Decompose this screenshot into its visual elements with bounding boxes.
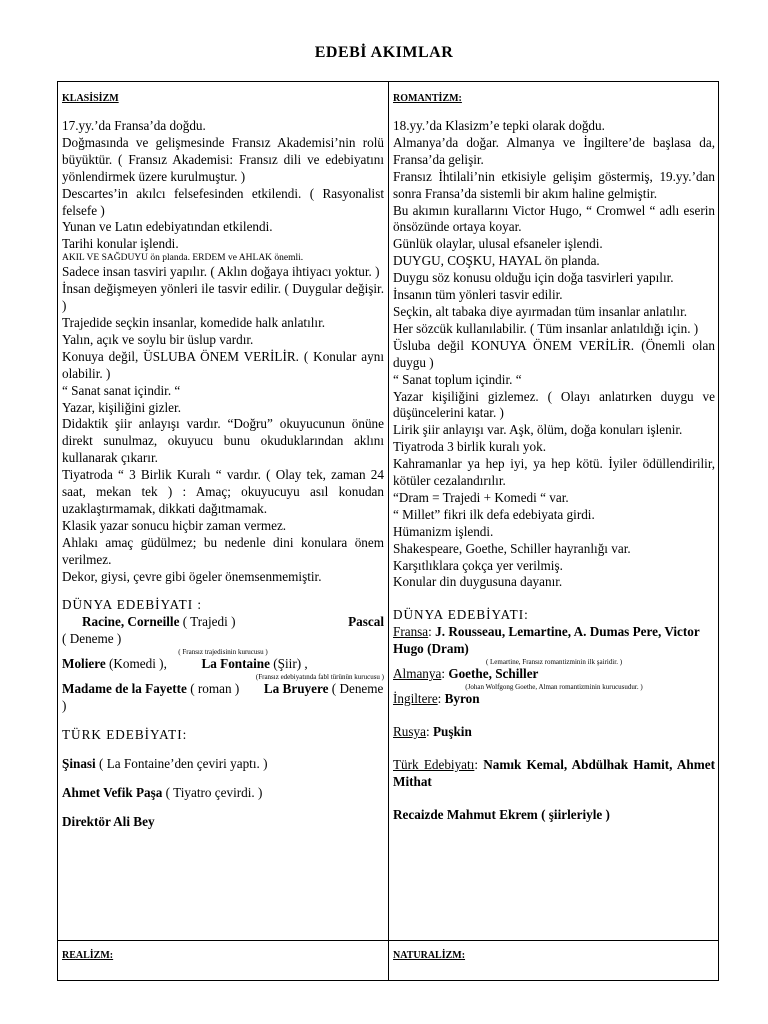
lafontaine-name: La Fontaine: [201, 656, 270, 672]
moliere-line: [62, 656, 384, 673]
klasisizm-item: Tarihi konular işlendi.: [62, 236, 179, 252]
romantizm-item: Seçkin, alt tabaka diye ayırmadan tüm insanlar anlatılır.: [393, 303, 688, 319]
romantizm-item: Bu akımın kurallarını Victor Hugo, “ Cromwel “ adlı eserin önsözünde ortaya koyar.: [393, 202, 715, 235]
bruyere-name: La Bruyere: [263, 681, 329, 697]
rusya-line: Rusya: Puşkin: [393, 723, 472, 739]
vefik-line: [62, 785, 384, 802]
moliere-name: Moliere: [62, 656, 106, 672]
romantizm-item: “Dram = Trajedi + Komedi “ var.: [393, 489, 569, 505]
romantizm-dunya-heading: DÜNYA EDEBİYATI:: [393, 607, 529, 623]
klasisizm-dunya-heading: DÜNYA EDEBİYATI :: [62, 597, 203, 613]
romantizm-item: Duygu söz konusu olduğu için doğa tasvirleri yapılır.: [393, 270, 674, 286]
fransa-label: Fransa: [393, 624, 429, 640]
vefik-name: Ahmet Vefik Paşa: [62, 784, 163, 800]
turk-label: Türk Edebiyatı: [393, 756, 475, 772]
klasisizm-item: Yunan ve Latın edebiyatından etkilendi.: [62, 219, 273, 235]
romantizm-item: Almanya’da doğar. Almanya ve İngiltere’de başlasa da, Fransa’da gelişir.: [393, 134, 715, 167]
romantizm-item: Günlük olaylar, ulusal efsaneler işlendi.: [393, 236, 603, 252]
klasisizm-item: Didaktik şiir anlayışı vardır. “Doğru” okuyucunun önüne direkt sunulmaz, okuyucu bunu okuduklarından aklını kullanarak çıkarır.: [62, 416, 384, 466]
klasisizm-column: [58, 82, 388, 831]
romantizm-column: [389, 82, 719, 824]
roman-genre: ( roman ): [190, 681, 240, 697]
racine-note: ( Fransız trajedisinin kurucusu ): [178, 648, 268, 657]
realizm-heading: REALİZM:: [62, 950, 114, 961]
klasisizm-item: Dekor, giysi, çevre gibi ögeler önemsenmemiştir.: [62, 568, 322, 584]
row-divider: [58, 940, 718, 941]
romantizm-item: “ Millet” fikri ilk defa edebiyata girdi.: [393, 506, 595, 522]
lafayette-line: [62, 681, 384, 715]
klasisizm-item: 17.yy.’da Fransa’da doğdu.: [62, 118, 206, 133]
trajedi-genre: ( Trajedi ): [182, 614, 236, 630]
almanya-line: Almanya: Goethe, Schiller: [393, 666, 539, 682]
ingiltere-line: İngiltere: Byron: [393, 691, 480, 706]
klasisizm-item: Sadece insan tasviri yapılır. ( Aklın doğaya ihtiyacı yoktur. ): [62, 264, 380, 280]
klasisizm-item: Trajedide seçkin insanlar, komedide halk anlatılır.: [62, 314, 326, 330]
klasisizm-item: Klasik yazar sonucu hiçbir zaman vermez.: [62, 517, 287, 533]
romantizm-item: DUYGU, COŞKU, HAYAL ön planda.: [393, 253, 600, 269]
almanya-names: Goethe, Schiller: [448, 666, 539, 682]
romantizm-item: Yazar kişiliğini gizlemez. ( Olayı anlatırken duygu ve düşüncelerini katar. ): [393, 388, 715, 421]
page-title: EDEBİ AKIMLAR: [314, 44, 454, 61]
klasisizm-item: Tiyatroda “ 3 Birlik Kuralı “ vardır. ( Olay tek, zaman 24 saat, mekan tek ) : Amaç; okuyucuyu asıl konudan uzaklaştırmamak, dikkati dağıtmamak.: [62, 467, 384, 516]
fransa-line: Fransa: J. Rousseau, Lemartine, A. Dumas Pere, Victor Hugo (Dram): [393, 624, 700, 657]
ingiltere-label: İngiltere: [393, 691, 438, 706]
deneme-genre: ( Deneme ): [62, 631, 122, 647]
fransa-names: J. Rousseau, Lemartine, A. Dumas Pere, Victor Hugo (Dram): [393, 624, 700, 657]
racine-line: [62, 614, 384, 631]
klasisizm-item: Doğmasında ve gelişmesinde Fransız Akademisi’nin rolü büyüktür. ( Fransız Akademisi: Fransız dili ve edebiyatını yönlendirmek üzere kurulmuştur. ): [62, 134, 384, 184]
klasisizm-item-small: AKIL VE SAĞDUYU ön planda. ERDEM ve AHLAK önemli.: [62, 253, 304, 264]
komedi-genre: (Komedi ),: [109, 656, 167, 672]
racine-names: Racine, Corneille: [82, 614, 180, 630]
klasisizm-item: Yalın, açık ve soylu bir üslup vardır.: [62, 331, 254, 347]
klasisizm-item: Yazar, kişiliğini gizler.: [62, 399, 182, 415]
rusya-names: Puşkin: [432, 723, 472, 739]
romantizm-item: Fransız İhtilali’nin etkisiyle gelişim göstermiş, 19.yy.’dan sonra Fransa’da sistemli bir akım haline gelmiştir.: [393, 168, 715, 201]
klasisizm-item: “ Sanat sanat içindir. “: [62, 382, 181, 398]
rusya-label: Rusya: [393, 723, 426, 739]
siir-genre: (Şiir) ,: [273, 656, 308, 672]
sinasi-line: [62, 756, 384, 773]
klasisizm-item: Descartes’in akılcı felsefesinden etkilendi. ( Rasyonalist felsefe ): [62, 185, 384, 218]
goethe-note: (Johan Wolfgong Goethe, Alman romantizminin kurucusudur. ): [465, 683, 643, 691]
recaizade-name: Recaizde Mahmut Ekrem ( şiirleriyle ): [393, 806, 610, 822]
romantizm-item: Tiyatroda 3 birlik kuralı yok.: [393, 439, 546, 455]
romantizm-item: Üsluba değil KONUYA ÖNEM VERİLİR. (Önemli olan duygu ): [393, 337, 715, 370]
romantizm-item: Lirik şiir anlayışı var. Aşk, ölüm, doğa konuları işlenir.: [393, 422, 683, 438]
lafontaine-note: (Fransız edebiyatında fabl türünün kurucusu ): [255, 673, 384, 682]
naturalizm-heading: NATURALİZM:: [393, 950, 466, 961]
romantizm-item: Her sözcük kullanılabilir. ( Tüm insanlar anlatıldığı için. ): [393, 320, 699, 336]
romantizm-item: “ Sanat toplum içindir. “: [393, 371, 522, 387]
almanya-label: Almanya: [393, 666, 442, 682]
romantizm-item: Konular din duygusuna dayanır.: [393, 574, 563, 590]
romantizm-item: Karşıtlıklara çokça yer verilmiş.: [393, 557, 563, 573]
lamartine-note: ( Lemartine, Fransız romantizminin ilk şairidir. ): [485, 658, 623, 667]
sinasi-note: ( La Fontaine’den çeviri yaptı. ): [99, 755, 268, 771]
romantizm-item: Hümanizm işlendi.: [393, 523, 494, 539]
romantizm-item: Shakespeare, Goethe, Schiller hayranlığı var.: [393, 540, 631, 556]
ingiltere-names: Byron: [444, 691, 480, 706]
literary-movements-table: [57, 81, 719, 981]
klasisizm-heading: KLASİSİZM: [62, 93, 119, 104]
pascal-name: Pascal: [348, 614, 384, 630]
klasisizm-turk-heading: TÜRK EDEBİYATI:: [62, 726, 188, 742]
romantizm-item: 18.yy.’da Klasizm’e tepki olarak doğdu.: [393, 118, 605, 133]
vefik-note: ( Tiyatro çevirdi. ): [165, 784, 263, 800]
sinasi-name: Şinasi: [62, 755, 96, 771]
klasisizm-item: Konuya değil, ÜSLUBA ÖNEM VERİLİR. ( Konular aynı olabilir. ): [62, 348, 384, 381]
ali-bey-name: Direktör Ali Bey: [62, 813, 155, 829]
lafayette-name: Madame de la Fayette: [62, 681, 187, 697]
klasisizm-item: İnsan değişmeyen yönleri ile tasvir edilir. ( Duygular değişir. ): [62, 281, 384, 314]
deneme-genre-2: ( Deneme ): [62, 681, 384, 713]
turk-line: Türk Edebiyatı: Namık Kemal, Abdülhak Hamit, Ahmet Mithat: [393, 756, 715, 789]
romantizm-item: İnsanın tüm yönleri tasvir edilir.: [393, 287, 563, 303]
klasisizm-item: Ahlakı amaç güdülmez; bu nedenle dini konulara önem verilmez.: [62, 534, 384, 567]
turk-names: Namık Kemal, Abdülhak Hamit, Ahmet Mithat: [393, 756, 715, 789]
romantizm-item: Kahramanlar ya hep iyi, ya hep kötü. İyiler ödüllendirilir, kötüler cezalandırılır.: [393, 456, 715, 489]
romantizm-heading: ROMANTİZM:: [393, 93, 462, 104]
